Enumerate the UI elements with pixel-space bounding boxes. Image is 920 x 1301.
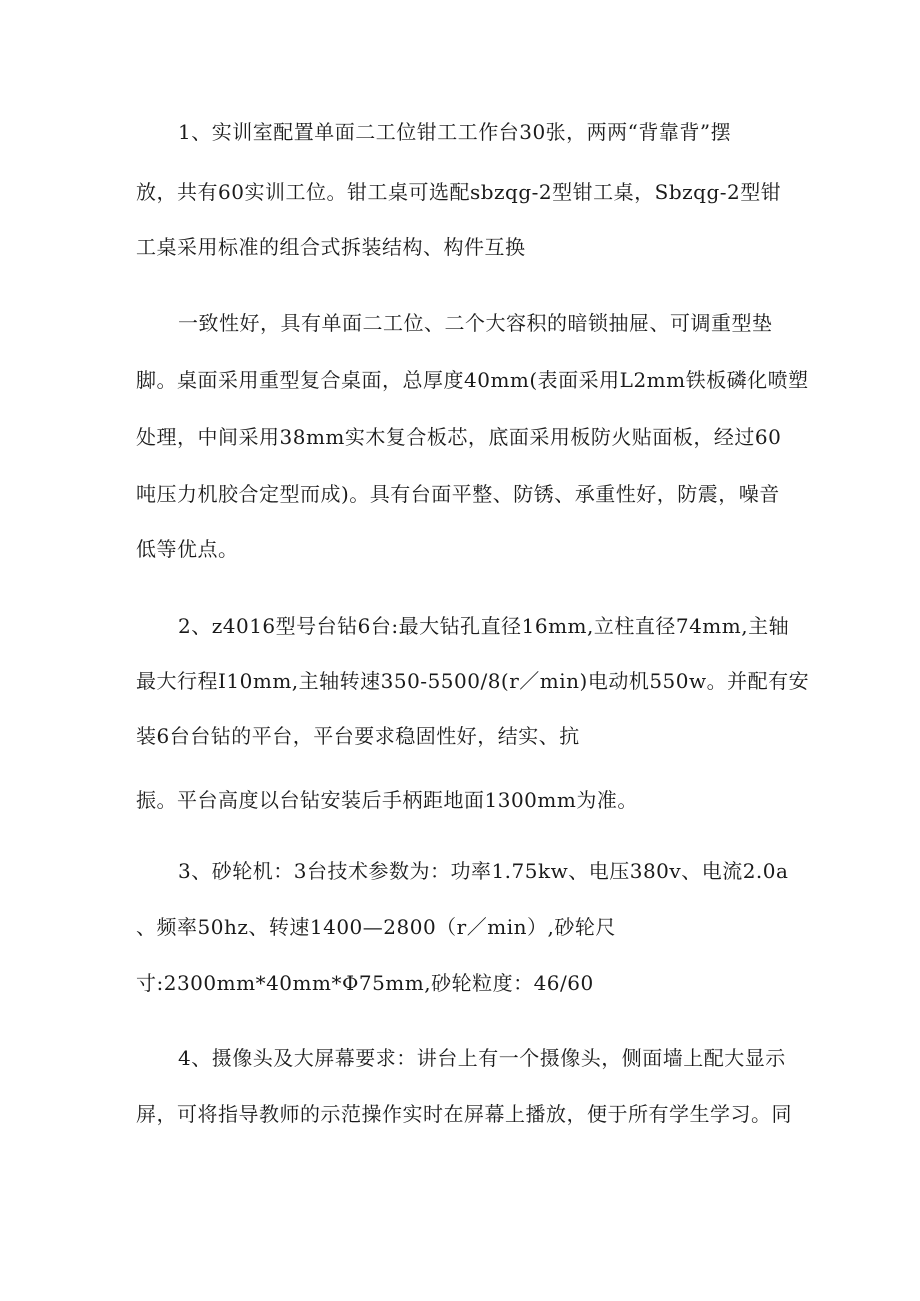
paragraph-2-line-3: 处理，中间采用38mm实木复合板芯，底面采用板防火贴面板，经过60 [136,425,782,449]
paragraph-2-line-4: 吨压力机胶合定型而成)。具有台面平整、防锈、承重性好，防震，噪音 [136,482,780,506]
paragraph-6-line-1: 寸:2300mm*40mm*Φ75mm,砂轮粒度：46/60 [136,971,594,995]
paragraph-3-line-3: 装6台台钻的平台，平台要求稳固性好，结实、抗 [136,724,580,748]
paragraph-4-line-1: 振。平台高度以台钻安装后手柄距地面1300mm为准。 [136,788,638,812]
paragraph-2-line-1: 一致性好，具有单面二工位、二个大容积的暗锁抽屉、可调重型垫 [178,311,773,335]
paragraph-5-line-2: 、频率50hz、转速1400—2800（r／min）,砂轮尺 [136,915,616,939]
paragraph-7-line-2: 屏，可将指导教师的示范操作实时在屏幕上播放，便于所有学生学习。同 [136,1102,792,1126]
paragraph-1-line-1: 1、实训室配置单面二工位钳工工作台30张，两两“背靠背”摆 [178,120,732,144]
paragraph-3-line-2: 最大行程I10mm,主轴转速350-5500/8(r／min)电动机550w。并配有安 [136,669,810,693]
paragraph-2-line-2: 脚。桌面采用重型复合桌面，总厚度40mm(表面采用L2mm铁板磷化喷塑 [136,368,809,392]
paragraph-3-line-1: 2、z4016型号台钻6台:最大钻孔直径16mm,立柱直径74mm,主轴 [178,614,790,638]
paragraph-1-line-2: 放，共有60实训工位。钳工桌可选配sbzqg-2型钳工桌，Sbzqg-2型钳 [136,180,782,204]
paragraph-2-line-5: 低等优点。 [136,537,239,561]
paragraph-5-line-1: 3、砂轮机：3台技术参数为：功率1.75kw、电压380v、电流2.0a [178,859,789,883]
paragraph-7-line-1: 4、摄像头及大屏幕要求：讲台上有一个摄像头，侧面墙上配大显示 [178,1046,786,1070]
paragraph-1-line-3: 工桌采用标准的组合式拆装结构、构件互换 [136,235,526,259]
